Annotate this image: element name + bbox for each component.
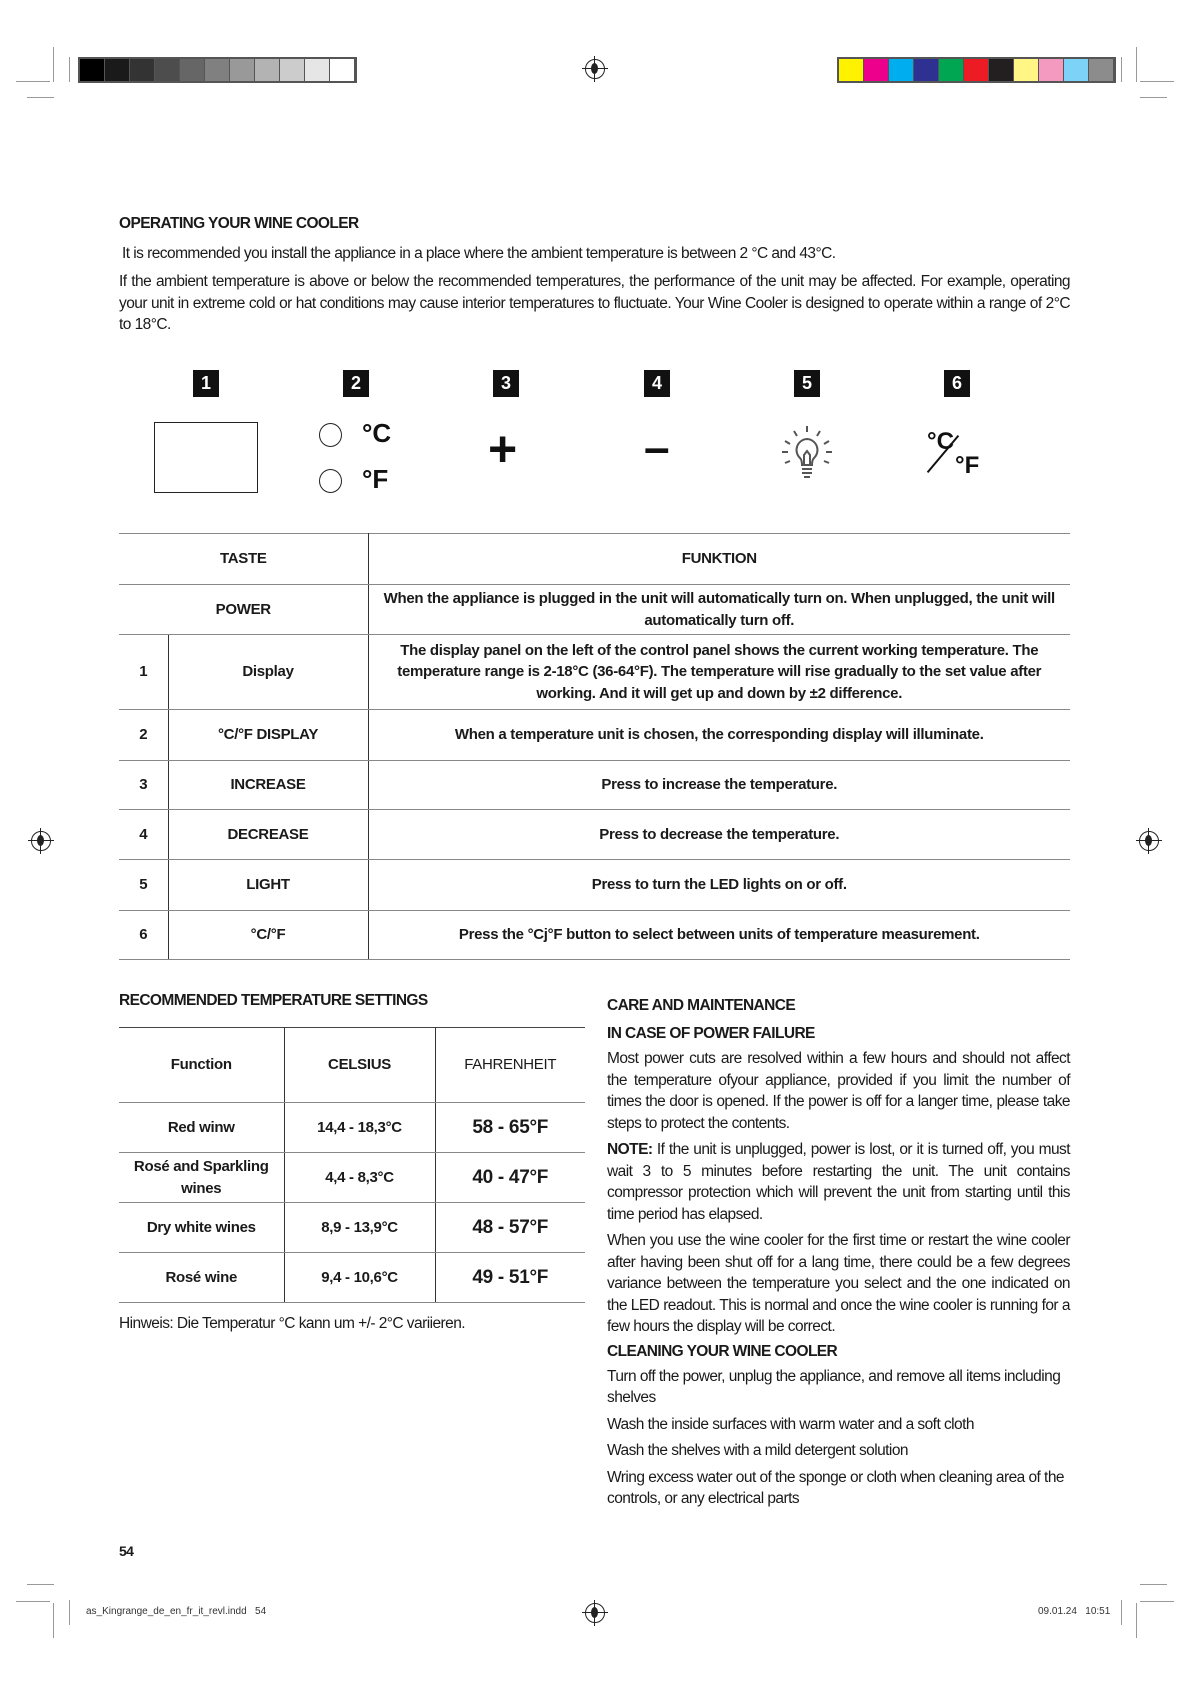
table-row — [119, 761, 1070, 810]
fahrenheit-label: °F — [362, 464, 389, 494]
header-taste: TASTE — [119, 534, 368, 585]
cleaning-step: Wash the inside surfaces with warm water and a soft cloth — [607, 1415, 974, 1433]
wine-type: Red winw — [119, 1103, 284, 1153]
intro-paragraph: If the ambient temperature is above or below the recommended temperatures, the performance of the unit may be affected. For example, operating your unit in extreme cold or hat conditions may cause interior temperatures to fluctuate. Your Wine Cooler is designed to operate within a range of 2°C to 18°C. — [119, 273, 1070, 333]
row-key: Display — [168, 635, 368, 710]
color-swatch — [939, 59, 964, 81]
color-swatch — [1014, 59, 1039, 81]
cf-toggle-celsius: °C — [927, 428, 954, 455]
temp-header: Function — [119, 1028, 284, 1103]
row-desc: Press to increase the temperature. — [368, 761, 1070, 810]
header-funktion: FUNKTION — [368, 534, 1070, 585]
crop-mark — [1136, 47, 1137, 82]
row-number: 2 — [119, 710, 168, 761]
process-color-bar — [837, 57, 1116, 83]
crop-mark — [27, 97, 54, 98]
color-swatch — [864, 59, 889, 81]
color-swatch — [1089, 59, 1114, 81]
section-heading: OPERATING YOUR WINE COOLER — [119, 215, 359, 232]
celsius-label: °C — [362, 418, 392, 448]
cleaning-step: Turn off the power, unplug the appliance, and remove all items including shelves — [607, 1367, 1061, 1406]
note-paragraph — [607, 1139, 1070, 1225]
row-desc: Press to turn the LED lights on or off. — [368, 860, 1070, 911]
row-number: 5 — [119, 860, 168, 911]
footer-date: 09.01.24 10:51 — [1038, 1606, 1111, 1617]
row-desc: Press to decrease the temperature. — [368, 810, 1070, 860]
row-key: °C/°F — [168, 911, 368, 960]
plus-icon: + — [488, 421, 518, 477]
color-swatch — [255, 59, 280, 81]
crop-mark — [69, 1600, 70, 1625]
row-number: 4 — [119, 810, 168, 860]
color-swatch — [839, 59, 864, 81]
celsius-range: 4,4 - 8,3°C — [284, 1153, 435, 1203]
care-heading: CARE AND MAINTENANCE — [607, 997, 796, 1014]
temp-header: FAHRENHEIT — [435, 1028, 585, 1103]
fahrenheit-indicator-icon — [319, 469, 342, 493]
function-table — [119, 533, 1070, 960]
table-row — [119, 911, 1070, 960]
row-key: LIGHT — [168, 860, 368, 911]
temp-heading: RECOMMENDED TEMPERATURE SETTINGS — [119, 992, 428, 1009]
care-paragraph: Most power cuts are resolved within a few hours and should not affect the temperature ofyour appliance, provided if you limit the number of times the door is opened. If the power is off for a langer time, please take steps to protect the contents. — [607, 1050, 1070, 1132]
panel-number: 2 — [343, 370, 369, 397]
temp-note: Hinweis: Die Temperatur °C kann um +/- 2°C variieren. — [119, 1315, 466, 1332]
wine-type: Dry white wines — [119, 1203, 284, 1253]
crop-mark — [53, 1603, 54, 1638]
registration-mark-icon — [31, 831, 51, 851]
crop-mark — [16, 81, 50, 82]
celsius-range: 14,4 - 18,3°C — [284, 1103, 435, 1153]
crop-mark — [16, 1601, 50, 1602]
crop-mark — [1140, 81, 1174, 82]
light-bulb-icon — [780, 424, 834, 486]
care-paragraph: When you use the wine cooler for the first time or restart the wine cooler after having been shut off for a lang time, there could be a few degrees variance between the temperature you select and the one indicated on the LED readout. This is normal and once the wine cooler is running for a few hours the display will be correct. — [607, 1232, 1070, 1335]
row-desc: Press the °Cj°F button to select between units of temperature measurement. — [368, 911, 1070, 960]
color-swatch — [305, 59, 330, 81]
color-swatch — [964, 59, 989, 81]
table-row — [119, 1103, 585, 1153]
page-number: 54 — [119, 1543, 134, 1559]
table-row — [119, 810, 1070, 860]
color-swatch — [105, 59, 130, 81]
registration-mark-icon — [585, 59, 605, 79]
color-swatch — [889, 59, 914, 81]
crop-mark — [69, 57, 70, 82]
note-text: If the unit is unplugged, power is lost, or it is turned off, you must wait 3 to 5 minutes before restarting the unit. The unit contains compressor protection which will prevent the unit from starting until this time period has elapsed. — [607, 1141, 1070, 1223]
panel-number: 1 — [193, 370, 219, 397]
row-desc: When a temperature unit is chosen, the corresponding display will illuminate. — [368, 710, 1070, 761]
color-swatch — [205, 59, 230, 81]
color-swatch — [1039, 59, 1064, 81]
table-row — [119, 860, 1070, 911]
wine-type: Rosé and Sparkling wines — [119, 1153, 284, 1203]
panel-number: 4 — [644, 370, 670, 397]
row-number: 6 — [119, 911, 168, 960]
table-row — [119, 1253, 585, 1303]
row-number: 1 — [119, 635, 168, 710]
registration-mark-icon — [1139, 831, 1159, 851]
crop-mark — [1136, 1603, 1137, 1638]
row-key: INCREASE — [168, 761, 368, 810]
panel-number: 3 — [493, 370, 519, 397]
table-row — [119, 635, 1070, 710]
row-key: °C/°F DISPLAY — [168, 710, 368, 761]
minus-icon: – — [644, 421, 670, 473]
care-section — [607, 992, 1070, 1515]
cf-toggle-fahrenheit: °F — [955, 452, 980, 479]
cleaning-step: Wring excess water out of the sponge or cloth when cleaning area of the controls, or any electrical parts — [607, 1468, 1064, 1507]
fahrenheit-range: 48 - 57°F — [435, 1203, 585, 1253]
crop-mark — [1121, 1600, 1122, 1625]
row-key: DECREASE — [168, 810, 368, 860]
gray-color-bar — [78, 57, 357, 83]
crop-mark — [1140, 1601, 1174, 1602]
panel-number: 5 — [794, 370, 820, 397]
crop-mark — [1121, 57, 1122, 82]
color-swatch — [130, 59, 155, 81]
temp-header: CELSIUS — [284, 1028, 435, 1103]
power-failure-heading: IN CASE OF POWER FAILURE — [607, 1025, 815, 1042]
celsius-indicator-icon — [319, 423, 342, 447]
intro-paragraph: It is recommended you install the appliance in a place where the ambient temperature is between 2 °C and 43°C. — [122, 245, 836, 262]
cleaning-step: Wash the shelves with a mild detergent solution — [607, 1442, 908, 1459]
registration-mark-icon — [585, 1603, 605, 1623]
power-desc: When the appliance is plugged in the unit will automatically turn on. When unplugged, the unit will automatically turn off. — [368, 585, 1070, 635]
display-panel-icon — [154, 422, 258, 493]
celsius-range: 8,9 - 13,9°C — [284, 1203, 435, 1253]
crop-mark — [1140, 97, 1167, 98]
cleaning-heading: CLEANING YOUR WINE COOLER — [607, 1342, 838, 1360]
color-swatch — [989, 59, 1014, 81]
fahrenheit-range: 58 - 65°F — [435, 1103, 585, 1153]
table-row — [119, 710, 1070, 761]
panel-number: 6 — [944, 370, 970, 397]
color-swatch — [180, 59, 205, 81]
crop-mark — [1140, 1584, 1167, 1585]
color-swatch — [1064, 59, 1089, 81]
table-row — [119, 1153, 585, 1203]
temperature-table — [119, 1027, 585, 1303]
row-desc: The display panel on the left of the control panel shows the current working temperature. The temperature range is 2-18°C (36-64°F). The temperature will rise gradually to the set value after working. And it will get up and down by ±2 difference. — [368, 635, 1070, 710]
fahrenheit-range: 40 - 47°F — [435, 1153, 585, 1203]
color-swatch — [280, 59, 305, 81]
color-swatch — [80, 59, 105, 81]
power-label: POWER — [119, 585, 368, 635]
crop-mark — [53, 47, 54, 82]
footer-filename: as_Kingrange_de_en_fr_it_revl.indd 54 — [86, 1606, 267, 1617]
color-swatch — [230, 59, 255, 81]
color-swatch — [330, 59, 355, 81]
note-label: NOTE: — [607, 1141, 653, 1158]
table-row — [119, 1203, 585, 1253]
wine-type: Rosé wine — [119, 1253, 284, 1303]
color-swatch — [914, 59, 939, 81]
row-number: 3 — [119, 761, 168, 810]
color-swatch — [155, 59, 180, 81]
fahrenheit-range: 49 - 51°F — [435, 1253, 585, 1303]
celsius-range: 9,4 - 10,6°C — [284, 1253, 435, 1303]
crop-mark — [27, 1584, 54, 1585]
